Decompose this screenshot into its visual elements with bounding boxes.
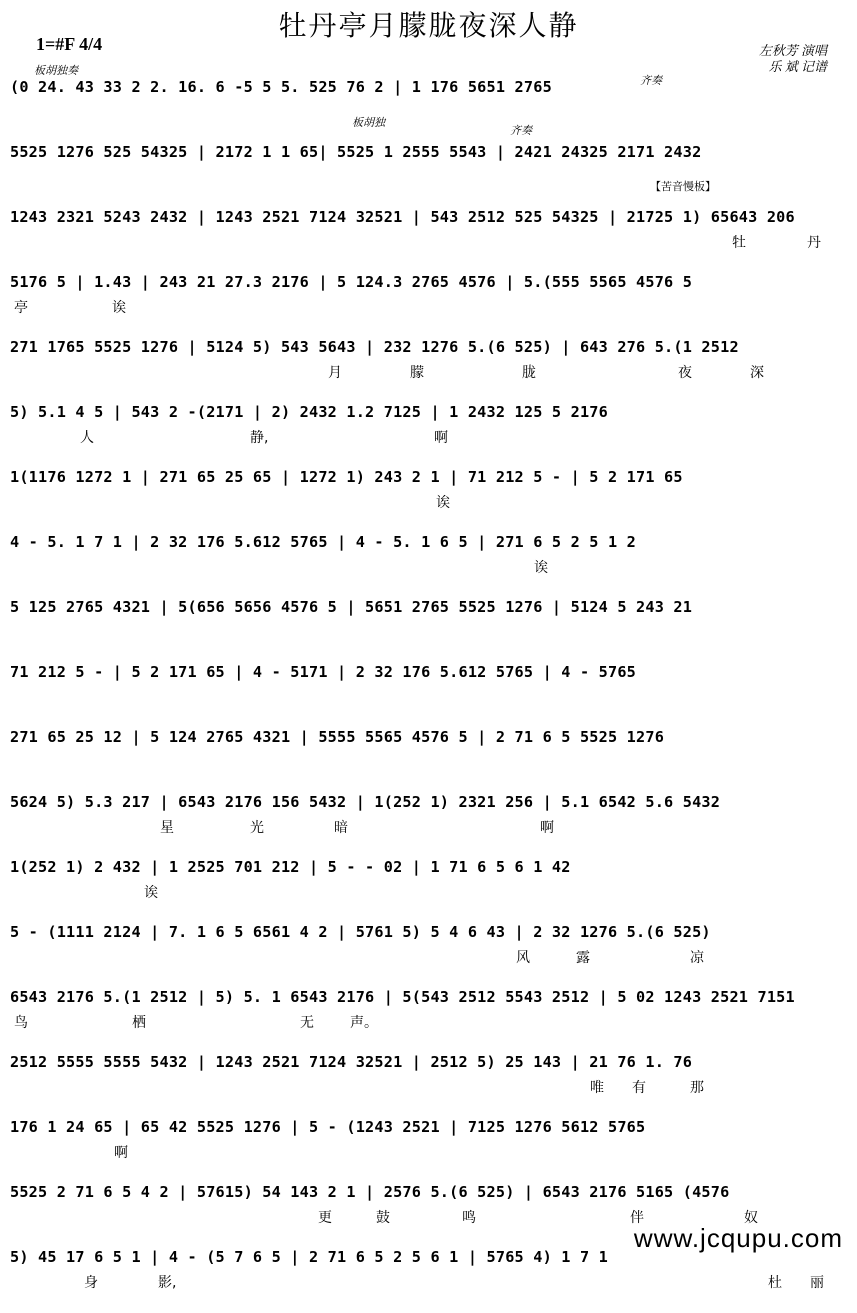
lyrics-row — [10, 882, 840, 902]
score-line — [10, 78, 840, 122]
lyrics-row — [10, 167, 840, 187]
lyrics-row — [10, 427, 840, 447]
lyric-word: 啊 — [114, 1145, 128, 1161]
score-line — [10, 1053, 840, 1097]
notation-text: 5525 1276 525 54325 | 2172 1 1 65| 5525 1 2555 5543 | 2421 24325 2171 2432 — [10, 143, 702, 161]
lyric-word: 啊 — [540, 820, 554, 836]
lyric-word: 静, — [250, 430, 269, 446]
score-line — [10, 468, 840, 512]
lyric-word: 光 — [250, 820, 264, 836]
lyric-word: 露 — [576, 950, 590, 966]
lyric-word: 星 — [160, 820, 174, 836]
lyrics-row — [10, 1077, 840, 1097]
lyric-word: 胧 — [522, 365, 536, 381]
score-line — [10, 988, 840, 1032]
lyric-word: 风 — [516, 950, 530, 966]
notation-text: 271 65 25 12 | 5 124 2765 4321 | 5555 5565 4576 5 | 2 71 6 5 5525 1276 — [10, 728, 665, 746]
lyrics-row — [10, 232, 840, 252]
lyric-word: 伴 — [630, 1210, 644, 1226]
lyric-word: 凉 — [690, 950, 704, 966]
lyric-word: 影, — [158, 1275, 177, 1291]
notation-text: 2512 5555 5555 5432 | 1243 2521 7124 32521 | 2512 5) 25 143 | 21 76 1. 76 — [10, 1053, 693, 1071]
lyric-word: 诶 — [436, 495, 450, 511]
notation-text: 5624 5) 5.3 217 | 6543 2176 156 5432 | 1(252 1) 2321 256 | 5.1 6542 5.6 5432 — [10, 793, 721, 811]
score-line — [10, 663, 840, 707]
lyric-word: 啊 — [434, 430, 448, 446]
lyric-word: 暗 — [334, 820, 348, 836]
tutti-note-2: 齐奏 — [510, 125, 532, 137]
notation-text: 71 212 5 - | 5 2 171 65 | 4 - 5171 | 2 32 176 5.612 5765 | 4 - 5765 — [10, 663, 637, 681]
lyric-word: 栖 — [132, 1015, 146, 1031]
notation-text: 5 125 2765 4321 | 5(656 5656 4576 5 | 5651 2765 5525 1276 | 5124 5 243 21 — [10, 598, 693, 616]
lyric-word: 丽 — [810, 1275, 824, 1291]
lyric-word: 声。 — [350, 1015, 378, 1031]
lyric-word: 鼓 — [376, 1210, 390, 1226]
notation-text: (0 24. 43 33 2 2. 16. 6 -5 5 5. 525 76 2 | 1 176 5651 2765 — [10, 78, 552, 96]
score-line — [10, 728, 840, 772]
lyric-word: 无 — [300, 1015, 314, 1031]
watermark: www.jcqupu.com — [633, 1223, 843, 1253]
lyric-word: 深 — [750, 365, 764, 381]
lyric-word: 身 — [84, 1275, 98, 1291]
lyric-word: 奴 — [744, 1210, 758, 1226]
lyrics-row — [10, 622, 840, 642]
score-line — [10, 338, 840, 382]
lyric-word: 亭 — [14, 300, 28, 316]
lyric-word: 那 — [690, 1080, 704, 1096]
lyrics-row — [10, 297, 840, 317]
lyric-word: 唯 — [590, 1080, 604, 1096]
tutti-note: 齐奏 — [640, 75, 662, 87]
notation-text: 4 - 5. 1 7 1 | 2 32 176 5.612 5765 | 4 - 5. 1 6 5 | 271 6 5 2 5 1 2 — [10, 533, 637, 551]
notation-text: 1(252 1) 2 432 | 1 2525 701 212 | 5 - - 02 | 1 71 6 5 6 1 42 — [10, 858, 571, 876]
score-line — [10, 143, 840, 187]
singer-credit: 左秋芳 演唱 — [758, 43, 827, 58]
lyric-word: 朦 — [410, 365, 424, 381]
score-line — [10, 403, 840, 447]
notation-text: 5 - (1111 2124 | 7. 1 6 5 6561 4 2 | 5761 5) 5 4 6 43 | 2 32 1276 5.(6 525) — [10, 923, 711, 941]
lyric-word: 诶 — [112, 300, 126, 316]
score-line — [10, 923, 840, 967]
score-line — [10, 858, 840, 902]
score-body — [10, 78, 840, 1313]
lyrics-row — [10, 1012, 840, 1032]
lyric-word: 夜 — [678, 365, 692, 381]
lyric-word: 鸟 — [14, 1015, 28, 1031]
lyrics-row — [10, 752, 840, 772]
lyrics-row — [10, 557, 840, 577]
lyric-word: 月 — [328, 365, 342, 381]
lyric-word: 诶 — [144, 885, 158, 901]
lyric-word: 更 — [318, 1210, 332, 1226]
score-line — [10, 273, 840, 317]
notator-credit: 乐 斌 记谱 — [768, 59, 827, 74]
score-line — [10, 1248, 840, 1292]
score-line — [10, 598, 840, 642]
lyric-word: 牡 — [732, 235, 746, 251]
notation-text: 5) 5.1 4 5 | 543 2 -(2171 | 2) 2432 1.2 7125 | 1 2432 125 5 2176 — [10, 403, 608, 421]
notation-text: 1243 2321 5243 2432 | 1243 2521 7124 32521 | 543 2512 525 54325 | 21725 1) 65643 206 — [10, 208, 795, 226]
lyrics-row — [10, 362, 840, 382]
intro-note: 板胡独奏 — [34, 65, 78, 77]
lyrics-row — [10, 687, 840, 707]
score-line — [10, 533, 840, 577]
notation-text: 5176 5 | 1.43 | 243 21 27.3 2176 | 5 124.3 2765 4576 | 5.(555 5565 4576 5 — [10, 273, 693, 291]
lyric-word: 丹 — [807, 235, 821, 251]
section-note: 【苦音慢板】 — [650, 181, 716, 193]
notation-text: 271 1765 5525 1276 | 5124 5) 543 5643 | 232 1276 5.(6 525) | 643 276 5.(1 2512 — [10, 338, 739, 356]
lyric-word: 人 — [80, 430, 94, 446]
lyric-word: 有 — [632, 1080, 646, 1096]
key-signature: 1=#F 4/4 — [36, 34, 103, 54]
lyrics-row — [10, 1142, 840, 1162]
solo-note: 板胡独 — [352, 117, 385, 129]
score-line — [10, 208, 840, 252]
notation-text: 5525 2 71 6 5 4 2 | 57615) 54 143 2 1 | 2576 5.(6 525) | 6543 2176 5165 (4576 — [10, 1183, 730, 1201]
lyrics-row — [10, 947, 840, 967]
lyric-word: 诶 — [534, 560, 548, 576]
lyrics-row — [10, 492, 840, 512]
song-title: 牡丹亭月朦胧夜深人静 — [278, 9, 579, 42]
notation-text: 1(1176 1272 1 | 271 65 25 65 | 1272 1) 243 2 1 | 71 212 5 - | 5 2 171 65 — [10, 468, 683, 486]
notation-text: 176 1 24 65 | 65 42 5525 1276 | 5 - (1243 2521 | 7125 1276 5612 5765 — [10, 1118, 646, 1136]
score-line — [10, 793, 840, 837]
lyrics-row — [10, 817, 840, 837]
notation-text: 5) 45 17 6 5 1 | 4 - (5 7 6 5 | 2 71 6 5 2 5 6 1 | 5765 4) 1 7 1 — [10, 1248, 608, 1266]
lyric-word: 鸣 — [462, 1210, 476, 1226]
score-line — [10, 1183, 840, 1227]
notation-text: 6543 2176 5.(1 2512 | 5) 5. 1 6543 2176 | 5(543 2512 5543 2512 | 5 02 1243 2521 7151 — [10, 988, 795, 1006]
lyrics-row — [10, 1272, 840, 1292]
score-line — [10, 1118, 840, 1162]
lyrics-row — [10, 102, 840, 122]
lyric-word: 杜 — [768, 1275, 782, 1291]
